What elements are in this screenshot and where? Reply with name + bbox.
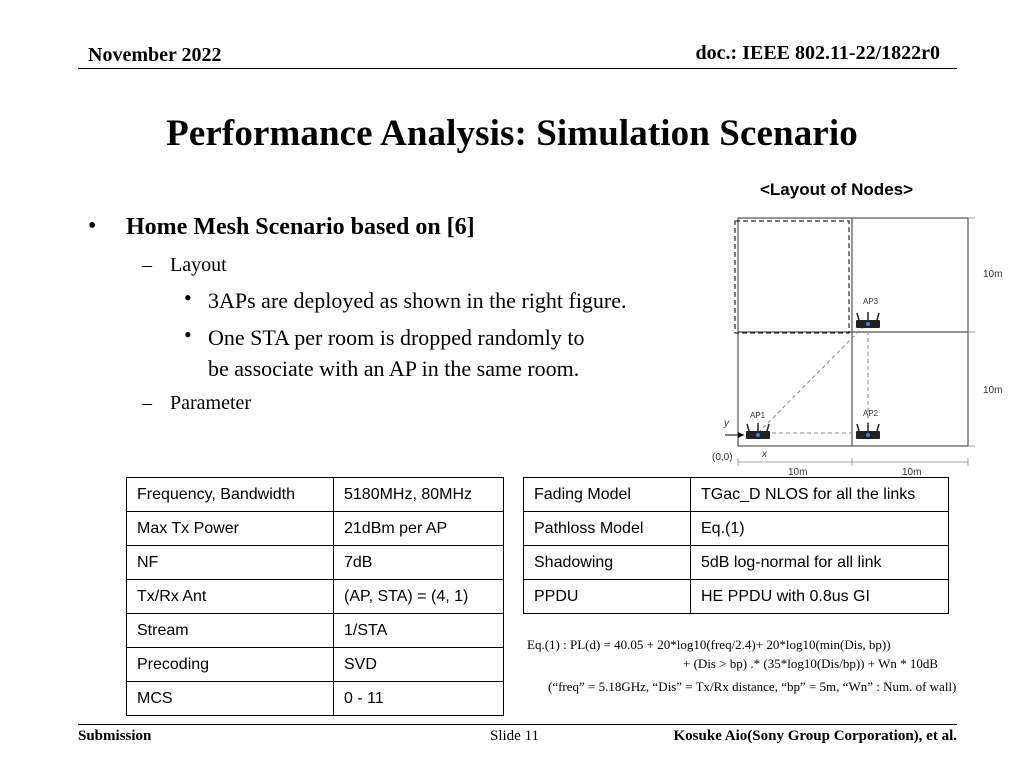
table-row: [524, 512, 949, 546]
equation-line-1: Eq.(1) : PL(d) = 40.05 + 20*log10(freq/2.4)+ 20*log10(min(Dis, bp)): [527, 637, 891, 652]
dashed-room-highlight: [735, 221, 849, 333]
parameter-label: Parameter: [170, 392, 252, 414]
sub-bullet-marker: •: [184, 285, 192, 310]
layout-label: Layout: [170, 254, 227, 276]
header-date: November 2022: [88, 44, 222, 66]
x-axis-label: x: [762, 449, 767, 460]
ap1-label: AP1: [750, 411, 766, 420]
bullet-marker: •: [88, 213, 97, 239]
table-row: [524, 546, 949, 580]
sub-bullet-marker: •: [184, 322, 192, 347]
table-cell: PPDU: [524, 580, 691, 614]
ap1-icon: [746, 423, 770, 439]
dim-label-right-top: 10m: [983, 269, 1003, 280]
dash-marker: –: [142, 254, 152, 276]
table-row: [524, 478, 949, 512]
parameter-table-left: [126, 477, 504, 716]
table-cell: Eq.(1): [691, 512, 949, 546]
table-cell: 1/STA: [334, 614, 504, 648]
figure-caption: <Layout of Nodes>: [760, 180, 914, 199]
equation-note: (“freq” = 5.18GHz, “Dis” = Tx/Rx distance, “bp” = 5m, “Wn” : Num. of wall): [548, 679, 957, 694]
footer-submission: Submission: [78, 728, 152, 744]
header-doc-id: doc.: IEEE 802.11-22/1822r0: [695, 42, 940, 64]
table-cell: Shadowing: [524, 546, 691, 580]
table-row: [127, 546, 504, 580]
table-cell: 5dB log-normal for all link: [691, 546, 949, 580]
table-cell: SVD: [334, 648, 504, 682]
footer-author: Kosuke Aio(Sony Group Corporation), et al.: [673, 728, 957, 744]
table-cell: 7dB: [334, 546, 504, 580]
footer-slide-number: Slide 11: [490, 728, 540, 744]
table-row: [127, 580, 504, 614]
table-cell: NF: [127, 546, 334, 580]
table-cell: Frequency, Bandwidth: [127, 478, 334, 512]
header-rule: [78, 68, 957, 69]
table-cell: 21dBm per AP: [334, 512, 504, 546]
dim-label-bottom-left: 10m: [788, 467, 808, 478]
table-cell: Pathloss Model: [524, 512, 691, 546]
table-row: [127, 614, 504, 648]
slide-title: Performance Analysis: Simulation Scenario: [166, 113, 858, 154]
table-cell: 0 - 11: [334, 682, 504, 716]
equation-line-2: + (Dis > bp) .* (35*log10(Dis/bp)) + Wn * 10dB: [683, 656, 939, 671]
table-cell: HE PPDU with 0.8us GI: [691, 580, 949, 614]
ap3-icon: [856, 312, 880, 328]
y-axis-label: y: [724, 418, 729, 429]
table-cell: TGac_D NLOS for all the links: [691, 478, 949, 512]
dim-label-bottom-right: 10m: [902, 467, 922, 478]
ap2-label: AP2: [863, 409, 879, 418]
table-row: [127, 478, 504, 512]
table-cell: (AP, STA) = (4, 1): [334, 580, 504, 614]
layout-item-text: One STA per room is dropped randomly to: [208, 325, 585, 350]
dash-marker: –: [142, 392, 152, 414]
table-cell: Tx/Rx Ant: [127, 580, 334, 614]
axis-arrowhead: [738, 432, 744, 438]
main-bullet-text: Home Mesh Scenario based on [6]: [126, 214, 475, 240]
table-cell: MCS: [127, 682, 334, 716]
table-cell: Fading Model: [524, 478, 691, 512]
table-row: [127, 648, 504, 682]
table-cell: Precoding: [127, 648, 334, 682]
table-row: [127, 682, 504, 716]
ap3-label: AP3: [863, 297, 879, 306]
parameter-table-right: [523, 477, 949, 614]
footer-rule: [78, 724, 957, 725]
node-layout-figure: [700, 205, 1012, 480]
table-cell: Stream: [127, 614, 334, 648]
table-cell: 5180MHz, 80MHz: [334, 478, 504, 512]
table-row: [127, 512, 504, 546]
ap2-icon: [856, 423, 880, 439]
origin-label: (0,0): [712, 452, 733, 463]
dim-label-right-bottom: 10m: [983, 385, 1003, 396]
table-row: [524, 580, 949, 614]
layout-item-text: 3APs are deployed as shown in the right figure.: [208, 288, 627, 313]
layout-item-text-continued: be associate with an AP in the same room.: [208, 356, 580, 381]
table-cell: Max Tx Power: [127, 512, 334, 546]
